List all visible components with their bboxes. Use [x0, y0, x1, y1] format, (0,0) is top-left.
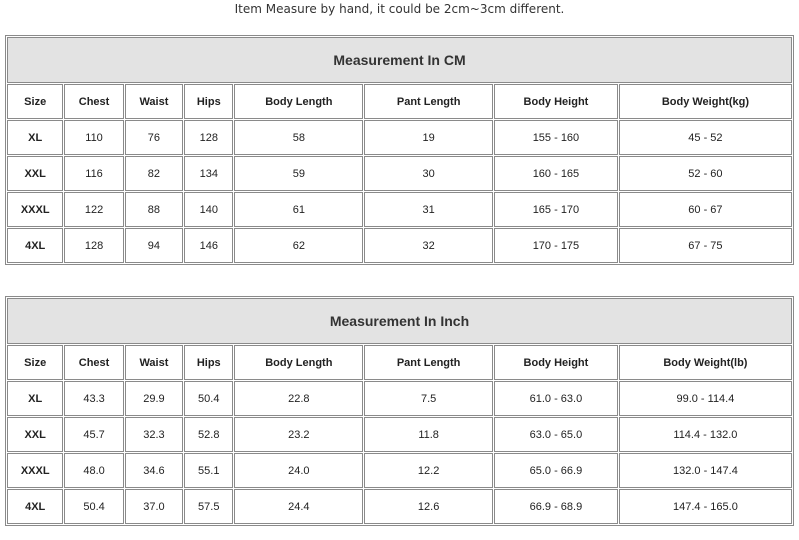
table-cell: 19 [364, 120, 493, 155]
table-cell: 12.2 [364, 453, 493, 488]
column-header: Hips [184, 345, 233, 380]
table-cell: 160 - 165 [494, 156, 618, 191]
table-cell: 99.0 - 114.4 [619, 381, 792, 416]
table-cell: 128 [184, 120, 233, 155]
table-row [7, 453, 792, 488]
table-cell: 88 [125, 192, 183, 227]
measure-note: Item Measure by hand, it could be 2cm~3cm different. [234, 2, 565, 16]
table-cell: 165 - 170 [494, 192, 618, 227]
table-cell: 116 [64, 156, 123, 191]
table-row [7, 120, 792, 155]
column-header: Body Length [234, 345, 363, 380]
table-cell: 59 [234, 156, 363, 191]
table-cell: 61.0 - 63.0 [494, 381, 618, 416]
table-cell: 22.8 [234, 381, 363, 416]
size-cell: 4XL [7, 228, 63, 263]
column-header: Chest [64, 345, 123, 380]
table-cell: 29.9 [125, 381, 183, 416]
column-header: Body Weight(kg) [619, 84, 792, 119]
column-header: Pant Length [364, 84, 493, 119]
table-cell: 146 [184, 228, 233, 263]
table-cell: 147.4 - 165.0 [619, 489, 792, 524]
size-cell: XXXL [7, 453, 63, 488]
table-cell: 34.6 [125, 453, 183, 488]
column-header: Body Height [494, 345, 618, 380]
table-cell: 110 [64, 120, 123, 155]
column-header: Body Height [494, 84, 618, 119]
cm-measurement-table [5, 35, 794, 265]
column-header: Pant Length [364, 345, 493, 380]
table-cell: 63.0 - 65.0 [494, 417, 618, 452]
table-cell: 155 - 160 [494, 120, 618, 155]
table-cell: 58 [234, 120, 363, 155]
table-cell: 12.6 [364, 489, 493, 524]
table-cell: 45.7 [64, 417, 123, 452]
table-cell: 23.2 [234, 417, 363, 452]
table-cell: 122 [64, 192, 123, 227]
table-cell: 128 [64, 228, 123, 263]
table-cell: 94 [125, 228, 183, 263]
table-cell: 134 [184, 156, 233, 191]
table-title: Measurement In CM [7, 37, 792, 83]
column-header: Body Weight(lb) [619, 345, 792, 380]
table-cell: 57.5 [184, 489, 233, 524]
table-cell: 32.3 [125, 417, 183, 452]
column-header: Size [7, 345, 63, 380]
table-cell: 11.8 [364, 417, 493, 452]
table-title: Measurement In Inch [7, 298, 792, 344]
size-cell: XXL [7, 156, 63, 191]
table-cell: 60 - 67 [619, 192, 792, 227]
table-cell: 48.0 [64, 453, 123, 488]
column-header: Hips [184, 84, 233, 119]
table-row [7, 228, 792, 263]
table-cell: 82 [125, 156, 183, 191]
table-cell: 30 [364, 156, 493, 191]
table-cell: 24.0 [234, 453, 363, 488]
table-cell: 43.3 [64, 381, 123, 416]
size-cell: XL [7, 381, 63, 416]
table-cell: 62 [234, 228, 363, 263]
table-cell: 32 [364, 228, 493, 263]
table-cell: 170 - 175 [494, 228, 618, 263]
table-cell: 76 [125, 120, 183, 155]
table-cell: 24.4 [234, 489, 363, 524]
table-cell: 52 - 60 [619, 156, 792, 191]
table-cell: 132.0 - 147.4 [619, 453, 792, 488]
table-row [7, 381, 792, 416]
size-cell: 4XL [7, 489, 63, 524]
table-row [7, 489, 792, 524]
size-cell: XL [7, 120, 63, 155]
header-row [7, 84, 792, 119]
table-cell: 55.1 [184, 453, 233, 488]
header-row [7, 345, 792, 380]
table-row [7, 417, 792, 452]
table-cell: 45 - 52 [619, 120, 792, 155]
table-cell: 65.0 - 66.9 [494, 453, 618, 488]
size-cell: XXL [7, 417, 63, 452]
table-row [7, 192, 792, 227]
table-cell: 67 - 75 [619, 228, 792, 263]
table-cell: 52.8 [184, 417, 233, 452]
inch-measurement-table [5, 296, 794, 526]
column-header: Body Length [234, 84, 363, 119]
column-header: Waist [125, 345, 183, 380]
size-cell: XXXL [7, 192, 63, 227]
column-header: Waist [125, 84, 183, 119]
table-cell: 50.4 [184, 381, 233, 416]
table-cell: 140 [184, 192, 233, 227]
table-cell: 114.4 - 132.0 [619, 417, 792, 452]
table-row [7, 156, 792, 191]
table-cell: 37.0 [125, 489, 183, 524]
table-cell: 31 [364, 192, 493, 227]
table-cell: 61 [234, 192, 363, 227]
table-cell: 50.4 [64, 489, 123, 524]
table-cell: 7.5 [364, 381, 493, 416]
column-header: Size [7, 84, 63, 119]
column-header: Chest [64, 84, 123, 119]
table-cell: 66.9 - 68.9 [494, 489, 618, 524]
